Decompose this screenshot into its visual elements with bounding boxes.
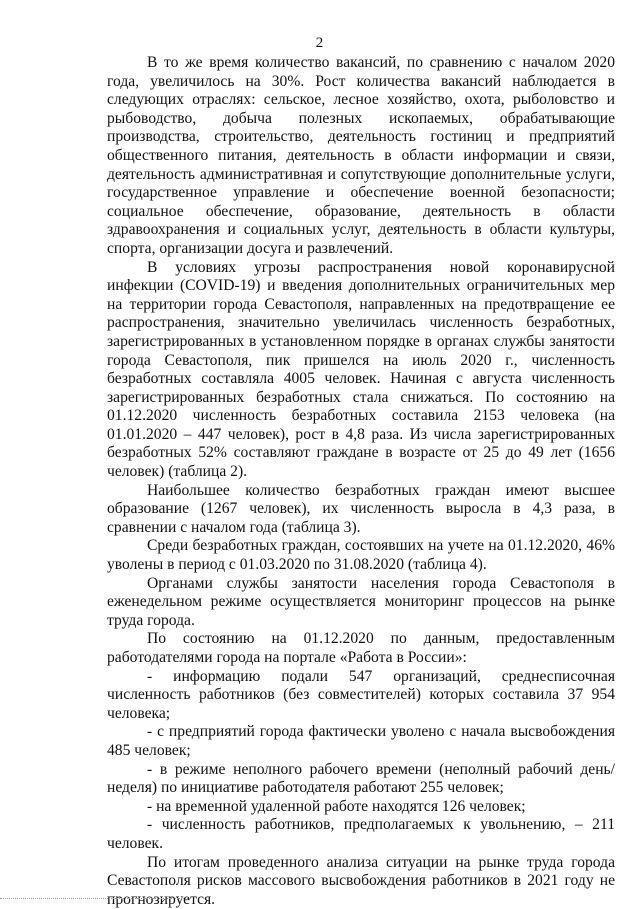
- paragraph-conclusion: По итогам проведенного анализа ситуации на рынке труда города Севастополя рисков массового высвобождения работников в 2021 году не прогнозируется.: [107, 853, 615, 908]
- footer-divider: [0, 898, 190, 899]
- paragraph-unemployment-growth: В условиях угрозы распространения новой коронавирусной инфекции (COVID-19) и введения дополнительных ограничительных мер на территории города Севастополя, направленных на предотвращение ее распространения, значительно увеличилась численность безработных, зарегистрированных в установленном порядке в органах службы занятости города Севастополя, пик пришелся на июль 2020 г., численность безработных составляла 4005 человек. Начиная с августа численность зарегистрированных безработных стала снижаться. По состоянию на 01.12.2020 численность безработных составила 2153 человека (на 01.01.2020 – 447 человек), рост в 4,8 раза. Из числа зарегистрированных безработных 52% составляют граждане в возрасте от 25 до 49 лет (1656 человек) (таблица 2).: [107, 258, 615, 481]
- list-item-organizations: - информацию подали 547 организаций, среднесписочная численность работников (без совместителей) которых составила 37 954 человека;: [107, 667, 615, 722]
- paragraph-dismissal-period: Среди безработных граждан, состоявших на учете на 01.12.2020, 46% уволены в период с 01.03.2020 по 31.08.2020 (таблица 4).: [107, 537, 615, 574]
- page-number: 2: [315, 35, 324, 51]
- list-item-expected-dismissal: - численность работников, предполагаемых к увольнению, – 211 человек.: [107, 816, 615, 852]
- paragraph-vacancies: В то же время количество вакансий, по сравнению с началом 2020 года, увеличилось на 30%. Рост количества вакансий наблюдается в следующих отраслях: сельское, лесное хозяйство, охота, рыболовство и рыбоводство, добыча полезных ископаемых, обрабатывающие производства, строительство, деятельность гостиниц и предприятий общественного питания, деятельность в области информации и связи, деятельность административная и сопутствующие дополнительные услуги, государственное управление и обеспечение военной безопасности; социальное обеспечение, образование, деятельность в области здравоохранения и социальных услуг, деятельность в области культуры, спорта, организации досуга и развлечений.: [107, 54, 615, 257]
- paragraph-monitoring: Органами службы занятости населения города Севастополя в еженедельном режиме осуществляется мониторинг процессов на рынке труда города.: [107, 574, 615, 629]
- paragraph-portal-data: По состоянию на 01.12.2020 по данным, предоставленным работодателями города на портале «Работа в России»:: [107, 630, 615, 666]
- list-item-remote: - на временной удаленной работе находятся 126 человек;: [147, 797, 526, 815]
- paragraph-higher-education: Наибольшее количество безработных граждан имеют высшее образование (1267 человек), их численность выросла в 4,3 раза, в сравнении с началом года (таблица 3).: [107, 481, 615, 536]
- list-item-part-time: - в режиме неполного рабочего времени (неполный рабочий день/неделя) по инициативе работодателя работают 255 человек;: [107, 760, 615, 797]
- document-body: [107, 54, 615, 909]
- list-item-dismissed: - с предприятий города фактически уволено с начала высвобождения 485 человек;: [107, 723, 615, 759]
